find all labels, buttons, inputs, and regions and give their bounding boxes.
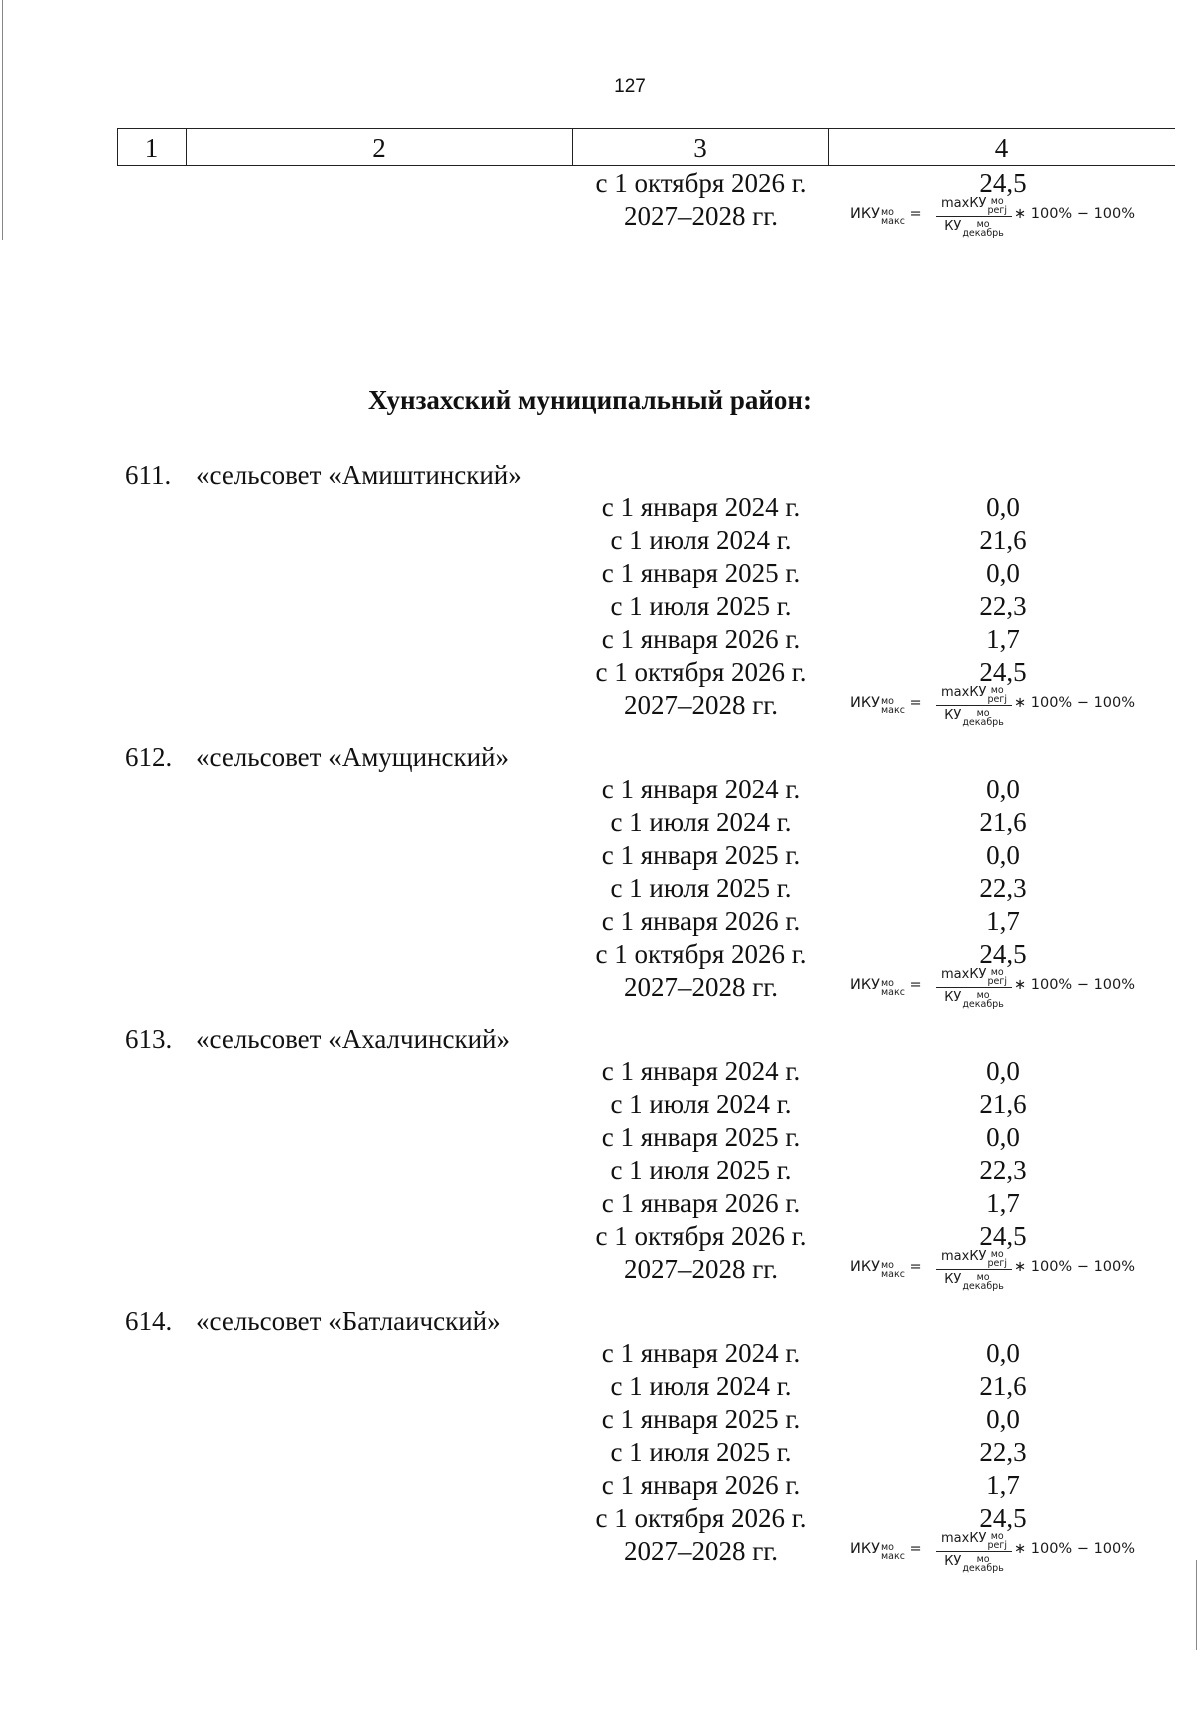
formula-lhs: ИКУмо макс =	[850, 206, 922, 227]
value-cell: 24,5	[979, 1221, 1027, 1251]
date-cell: с 1 января 2026 г.	[601, 624, 801, 654]
entry-number: 614.	[125, 1306, 173, 1336]
date-cell: 2027–2028 гг.	[623, 690, 779, 720]
district-heading: Хунзахский муниципальный район:	[368, 385, 812, 415]
date-cell: с 1 января 2026 г.	[601, 1470, 801, 1500]
date-cell: с 1 января 2025 г.	[601, 1122, 801, 1152]
value-cell: 22,3	[979, 873, 1027, 903]
entry-number: 611.	[125, 460, 172, 490]
date-cell: с 1 октября 2026 г.	[595, 939, 807, 969]
date-cell: с 1 января 2024 г.	[601, 1338, 801, 1368]
value-cell: 24,5	[979, 657, 1027, 687]
value-cell: 24,5	[979, 939, 1027, 969]
header-top-rule	[117, 128, 1175, 129]
value-cell: 0,0	[986, 774, 1020, 804]
value-cell: 21,6	[979, 525, 1027, 555]
entry-name: «сельсовет «Ахалчинский»	[196, 1024, 511, 1054]
value-cell: 22,3	[979, 1437, 1027, 1467]
date-cell: с 1 октября 2026 г.	[595, 657, 807, 687]
date-cell: 2027–2028 гг.	[623, 972, 779, 1002]
date-cell: с 1 июля 2024 г.	[610, 1089, 792, 1119]
entry-name: «сельсовет «Батлаичский»	[196, 1306, 501, 1336]
value-cell: 21,6	[979, 1371, 1027, 1401]
fraction-bar	[936, 705, 1012, 706]
entry-number: 613.	[125, 1024, 173, 1054]
value-cell: 0,0	[986, 1404, 1020, 1434]
value-cell: 24,5	[979, 1503, 1027, 1533]
formula-fraction: maxКУ мо регj КУ мо декабрь	[936, 1249, 1012, 1291]
value-cell: 22,3	[979, 1155, 1027, 1185]
date-cell: 2027–2028 гг.	[623, 1536, 779, 1566]
fraction-bar	[936, 1269, 1012, 1270]
value-cell: 0,0	[986, 558, 1020, 588]
value-cell: 1,7	[986, 1188, 1020, 1218]
column-number: 3	[693, 133, 707, 163]
formula-lhs: ИКУмо макс =	[850, 1259, 922, 1280]
value-cell: 0,0	[986, 1056, 1020, 1086]
formula-fraction: maxКУ мо регj КУ мо декабрь	[936, 1531, 1012, 1573]
page-number: 127	[614, 76, 646, 97]
formula-rhs: ∗ 100% − 100%	[1014, 1541, 1136, 1557]
date-cell: с 1 июля 2025 г.	[610, 591, 792, 621]
value-cell: 21,6	[979, 1089, 1027, 1119]
scan-edge-left	[2, 0, 3, 240]
value-cell: 0,0	[986, 1338, 1020, 1368]
date-cell: с 1 октября 2026 г.	[595, 168, 807, 198]
entry-number: 612.	[125, 742, 173, 772]
formula-rhs: ∗ 100% − 100%	[1014, 977, 1136, 993]
value-cell: 0,0	[986, 840, 1020, 870]
date-cell: с 1 января 2024 г.	[601, 492, 801, 522]
value-cell: 1,7	[986, 1470, 1020, 1500]
fraction-bar	[936, 987, 1012, 988]
column-number: 2	[372, 133, 386, 163]
date-cell: 2027–2028 гг.	[623, 201, 779, 231]
date-cell: с 1 июля 2024 г.	[610, 525, 792, 555]
formula-fraction: maxКУ мо регj КУ мо декабрь	[936, 967, 1012, 1009]
entry-name: «сельсовет «Амущинский»	[196, 742, 509, 772]
column-number: 1	[144, 133, 159, 163]
formula-rhs: ∗ 100% − 100%	[1014, 1259, 1136, 1275]
date-cell: с 1 июля 2025 г.	[610, 1155, 792, 1185]
date-cell: с 1 октября 2026 г.	[595, 1503, 807, 1533]
date-cell: с 1 июля 2025 г.	[610, 1437, 792, 1467]
formula-rhs: ∗ 100% − 100%	[1014, 695, 1136, 711]
date-cell: 2027–2028 гг.	[623, 1254, 779, 1284]
date-cell: с 1 января 2024 г.	[601, 1056, 801, 1086]
date-cell: с 1 июля 2024 г.	[610, 1371, 792, 1401]
fraction-bar	[936, 1551, 1012, 1552]
date-cell: с 1 января 2024 г.	[601, 774, 801, 804]
value-cell: 0,0	[986, 1122, 1020, 1152]
date-cell: с 1 октября 2026 г.	[595, 1221, 807, 1251]
column-number: 4	[994, 133, 1009, 163]
header-bottom-rule	[117, 165, 1175, 166]
date-cell: с 1 января 2026 г.	[601, 906, 801, 936]
value-cell: 24,5	[979, 168, 1027, 198]
date-cell: с 1 июля 2025 г.	[610, 873, 792, 903]
formula-lhs: ИКУмо макс =	[850, 695, 922, 716]
date-cell: с 1 июля 2024 г.	[610, 807, 792, 837]
date-cell: с 1 января 2025 г.	[601, 558, 801, 588]
value-cell: 0,0	[986, 492, 1020, 522]
formula-fraction: maxКУ мо регj КУ мо декабрь	[936, 685, 1012, 727]
scan-edge-right	[1196, 1560, 1197, 1650]
formula-fraction: maxКУ мо регj КУ мо декабрь	[936, 196, 1012, 238]
formula-lhs: ИКУмо макс =	[850, 977, 922, 998]
date-cell: с 1 января 2025 г.	[601, 1404, 801, 1434]
formula-rhs: ∗ 100% − 100%	[1014, 206, 1136, 222]
value-cell: 22,3	[979, 591, 1027, 621]
value-cell: 1,7	[986, 624, 1020, 654]
fraction-bar	[936, 216, 1012, 217]
formula-lhs: ИКУмо макс =	[850, 1541, 922, 1562]
date-cell: с 1 января 2025 г.	[601, 840, 801, 870]
entry-name: «сельсовет «Амиштинский»	[196, 460, 522, 490]
value-cell: 21,6	[979, 807, 1027, 837]
value-cell: 1,7	[986, 906, 1020, 936]
date-cell: с 1 января 2026 г.	[601, 1188, 801, 1218]
